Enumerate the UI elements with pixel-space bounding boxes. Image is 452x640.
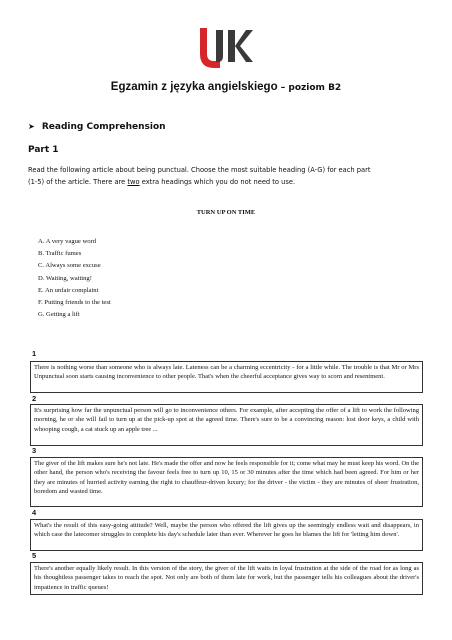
heading-option: A. A very vague word xyxy=(38,238,97,245)
instructions-line-2: (1-5) of the article. There are xyxy=(28,178,128,186)
heading-option: C. Always some excuse xyxy=(38,262,101,270)
ujk-logo xyxy=(196,26,254,72)
instructions xyxy=(28,164,428,188)
part-number-3: 3 xyxy=(32,446,37,455)
section-label: Reading Comprehension xyxy=(41,122,166,132)
exam-title xyxy=(0,81,452,93)
heading-option: B. Traffic fumes xyxy=(38,250,82,258)
section-heading xyxy=(28,122,166,132)
heading-option: G. Getting a lift xyxy=(38,311,80,319)
part-label: Part 1 xyxy=(28,145,59,155)
part-text-1: There is nothing worse than someone who is always late. Lateness can be a charming eccentricity - for a little while. The trouble is that Mr or Mrs Unpunctual soon starts causing inconvenience to other people. That's when the cheerful acceptance gives way to scorn and resentment. xyxy=(30,361,423,393)
article-title: TURN UP ON TIME xyxy=(196,209,256,216)
part-number-5: 5 xyxy=(32,551,37,560)
heading-option: F. Putting friends to the test xyxy=(38,299,111,307)
instructions-line-1: Read the following article about being punctual. Choose the most suitable heading (A-G) for each part xyxy=(28,166,371,174)
instructions-line-2-end: extra headings which you do not need to use. xyxy=(139,178,296,186)
headings-list xyxy=(38,236,111,321)
part-text-4: What's the result of this easy-going attitude? Well, maybe the person who offered the lift gives up the seemingly endless wait and disappears, in which case the latecomer struggles to complete his day's schedule later than ever. Wherever he goes he blames the lift for 'letting him down'. xyxy=(30,519,423,551)
instructions-underlined-word: two xyxy=(127,178,140,186)
part-text-5: There's another equally likely result. In this version of the story, the giver of the lift waits in loyal frustration at the side of the road for as long as his thoughtless passenger takes to reach the spot. Not only are both of them late for work, but the passenger tells his colleagues about the driver's impatience in traffic queues! xyxy=(30,562,423,595)
part-number-4: 4 xyxy=(32,508,37,517)
arrow-bullet-icon: ➤ xyxy=(28,122,35,131)
part-number-1: 1 xyxy=(32,349,37,358)
heading-option: E. An unfair complaint xyxy=(38,286,99,294)
part-text-3: The giver of the lift makes sure he's not late. He's made the offer and now he feels responsible for it; come what may he must keep his word. On the other hand, the person who's receiving the favour feels free to turn up 10, 15 or 30 minutes after the time which had been agreed. For him or her they are minutes of hurried activity earning the right to chauffeur-driven luxury; for the driver - the victim - they are minutes of sheer frustration, boredom and wasted time. xyxy=(30,457,423,507)
part-number-2: 2 xyxy=(32,394,37,403)
heading-option: D. Waiting, waiting! xyxy=(38,274,92,282)
part-text-2: It's surprising how far the unpunctual person will go to inconvenience others. For example, after accepting the offer of a lift to work the following morning, he or she will fail to turn up at the pick-up spot at the agreed time. There's sure to be a convincing reason: lost door keys, a child with whooping cough, a cat stuck up an apple tree ... xyxy=(30,404,423,446)
exam-title-main: Egzamin z języka angielskiego xyxy=(110,81,278,93)
exam-level: – poziom B2 xyxy=(280,83,342,93)
